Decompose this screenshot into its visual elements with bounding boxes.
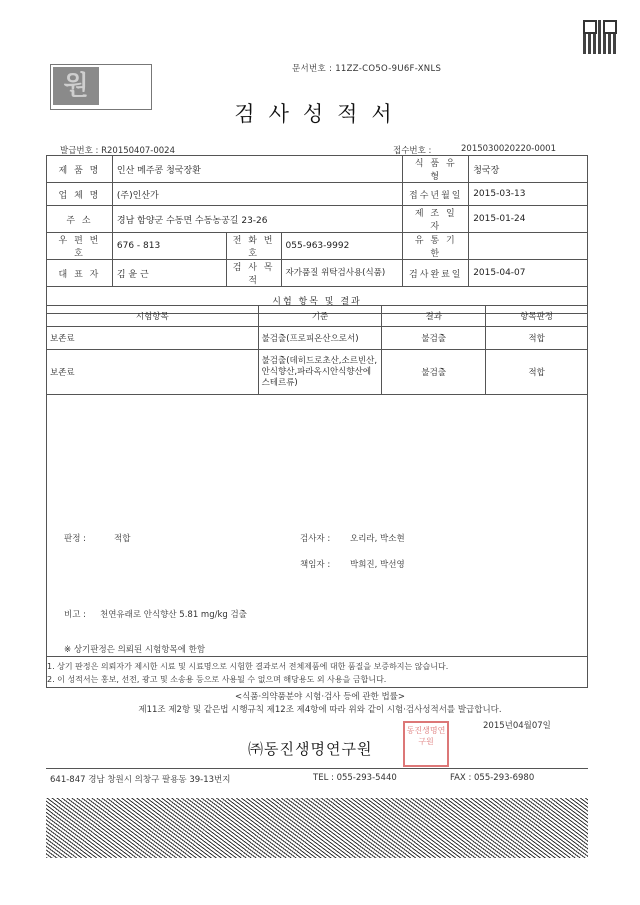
law-title: <식품·의약품분야 시험·검사 등에 관한 법률> — [234, 692, 406, 702]
judgement-value: 적합 — [114, 534, 131, 544]
purpose: 자가품질 위탁검사용(식품) — [281, 260, 403, 287]
stamp-text: 동진생명연구원 — [406, 726, 446, 746]
receipt-date-label: 접수년월일 — [403, 183, 469, 206]
col-header-standard: 기준 — [258, 306, 382, 327]
product-name-label: 제 품 명 — [47, 156, 113, 183]
security-pattern — [46, 798, 588, 858]
qr-code — [583, 20, 617, 54]
row-result: 불검출 — [382, 327, 486, 350]
row-standard: 불검출(데히드로초산,소르빈산,안식향산,파라옥시안식향산에스테르류) — [258, 350, 382, 395]
expiry — [469, 233, 588, 260]
seal-mark: 원 — [53, 67, 99, 105]
postal-label: 우 편 번 호 — [47, 233, 113, 260]
results-table — [46, 305, 588, 395]
row-standard: 불검출(프로피온산으로서) — [258, 327, 382, 350]
footer-divider — [46, 768, 588, 769]
law-body: 제11조 제2항 및 같은법 시행규칙 제12조 제4항에 따라 위와 같이 시험·검사성적서를 발급합니다. — [138, 705, 502, 715]
official-stamp — [403, 721, 449, 767]
row-result: 불검출 — [382, 350, 486, 395]
remark: 천연유래로 안식향산 5.81 mg/kg 검출 — [100, 610, 247, 620]
phone: 055-963-9992 — [281, 233, 403, 260]
address-label: 주 소 — [47, 206, 113, 233]
document-title: 검사성적서 — [234, 102, 406, 126]
col-header-item: 시험항목 — [47, 306, 259, 327]
expiry-label: 유 통 기 한 — [403, 233, 469, 260]
issue-date: 2015년04월07일 — [483, 721, 551, 731]
institute-name: ㈜동진생명연구원 — [248, 740, 373, 758]
row-judgement: 적합 — [486, 327, 588, 350]
table-row — [47, 327, 588, 350]
divider — [46, 656, 588, 657]
col-header-judgement: 항목판정 — [486, 306, 588, 327]
document-number: 문서번호 : 11ZZ-CO5O-9U6F-XNLS — [292, 64, 442, 74]
company: (주)인산가 — [112, 183, 402, 206]
row-judgement: 적합 — [486, 350, 588, 395]
judgement-label: 판정 : — [64, 534, 86, 544]
purpose-label: 검 사 목 적 — [226, 260, 281, 287]
complete-date: 2015-04-07 — [469, 260, 588, 287]
issue-number: 발급번호 : R20150407-0024 — [60, 146, 175, 156]
results-section-title: 시험 항목 및 결과 — [47, 287, 588, 314]
representative-label: 대 표 자 — [47, 260, 113, 287]
col-header-result: 결과 — [382, 306, 486, 327]
note-2: 2. 이 성적서는 홍보, 선전, 광고 및 소송용 등으로 사용될 수 없으며 해당용도 외 사용을 금합니다. — [47, 675, 387, 684]
food-type-label: 식 품 유 형 — [403, 156, 469, 183]
inspector: 오리라, 박소현 — [350, 534, 405, 544]
postal-code: 676 - 813 — [112, 233, 226, 260]
footer-tel: TEL : 055-293-5440 — [313, 773, 397, 783]
table-row — [47, 350, 588, 395]
address: 경남 함양군 수동면 수동농공길 23-26 — [112, 206, 402, 233]
product-name: 인산 메주콩 청국장환 — [112, 156, 402, 183]
food-type: 청국장 — [469, 156, 588, 183]
row-item: 보존료 — [47, 350, 259, 395]
receipt-number-label: 접수번호 : — [393, 146, 432, 156]
representative: 김 윤 근 — [112, 260, 226, 287]
receipt-date: 2015-03-13 — [469, 183, 588, 206]
complete-date-label: 검사완료일 — [403, 260, 469, 287]
inspector-label: 검사자 : — [300, 534, 331, 544]
mfg-date-label: 제 조 일 자 — [403, 206, 469, 233]
phone-label: 전 화 번 호 — [226, 233, 281, 260]
manager-label: 책임자 : — [300, 560, 331, 570]
manager: 박희진, 박선영 — [350, 560, 405, 570]
receipt-number: 2015030020220-0001 — [461, 144, 557, 154]
footer-fax: FAX : 055-293-6980 — [450, 773, 535, 783]
remark-label: 비고 : — [64, 610, 86, 620]
note-1: 1. 상기 판정은 의뢰자가 제시한 시료 및 시료명으로 시험한 결과로서 전체제품에 대한 품질을 보증하지는 않습니다. — [47, 662, 449, 671]
footer-address: 641-847 경남 창원시 의창구 팔용동 39-13번지 — [50, 775, 231, 785]
mfg-date: 2015-01-24 — [469, 206, 588, 233]
company-label: 업 체 명 — [47, 183, 113, 206]
info-table — [46, 155, 588, 314]
row-item: 보존료 — [47, 327, 259, 350]
note-scope: ※ 상기판정은 의뢰된 시험항목에 한함 — [64, 645, 206, 655]
